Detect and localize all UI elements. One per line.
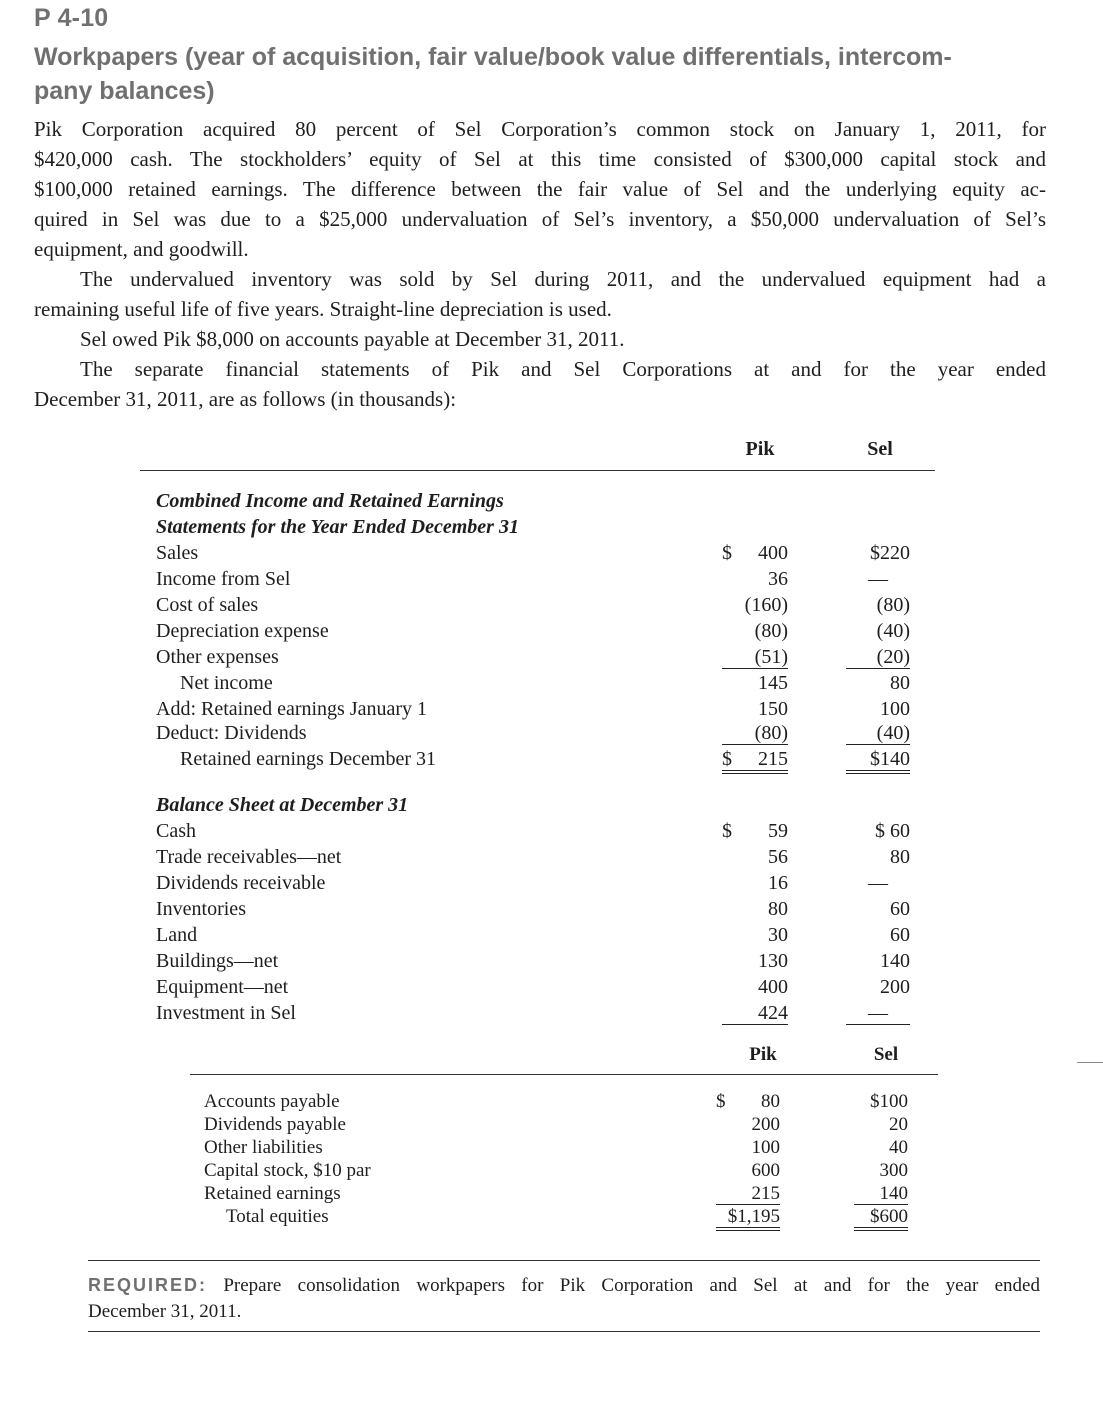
- row-label: Depreciation expense: [156, 620, 329, 642]
- table-row: [156, 592, 916, 618]
- row-label: Other expenses: [156, 646, 279, 668]
- sel-value: 300: [879, 1160, 908, 1181]
- table-row: [156, 1000, 916, 1026]
- required-text: Prepare consolidation workpapers for Pik Corporation and Sel at and for the year ended: [223, 1275, 1040, 1296]
- table-row: [156, 818, 916, 844]
- table-header-rule: [190, 1074, 938, 1075]
- required-label: REQUIRED:: [88, 1275, 208, 1295]
- sel-value: 100: [880, 698, 910, 720]
- table-row: [156, 566, 916, 592]
- table-row: [156, 974, 916, 1000]
- table-row: [204, 1113, 924, 1136]
- row-label: Sales: [156, 542, 199, 564]
- row-label: Dividends payable: [204, 1114, 346, 1135]
- paragraph-line: Pik Corporation acquired 80 percent of Sel Corporation’s common stock on January 1, 2011, for: [34, 117, 1046, 141]
- pik-value: (80): [722, 720, 788, 745]
- row-label: Retained earnings: [204, 1183, 341, 1204]
- row-label: Net income: [180, 672, 273, 694]
- section-title: [156, 514, 916, 540]
- row-label: Total equities: [226, 1206, 329, 1227]
- table-row: [204, 1182, 924, 1205]
- table-row: [156, 670, 916, 696]
- sel-value: (40): [876, 620, 910, 642]
- sel-value: 80: [890, 672, 910, 694]
- sel-value: $ 60: [875, 820, 910, 842]
- sel-value: —: [868, 872, 888, 894]
- paragraph-line: The undervalued inventory was sold by Sel during 2011, and the undervalued equipment had a: [80, 267, 1046, 291]
- paragraph-line: The separate financial statements of Pik and Sel Corporations at and for the year ended: [80, 357, 1046, 381]
- pik-value: $1,195: [716, 1205, 780, 1231]
- table-row: [156, 540, 916, 566]
- row-label: Trade receivables—net: [156, 846, 342, 868]
- table-row: [204, 1159, 924, 1182]
- sel-value: (20): [846, 644, 910, 669]
- row-label: Other liabilities: [204, 1137, 323, 1158]
- table-row: [156, 896, 916, 922]
- required-bottom-rule: [88, 1331, 1040, 1332]
- sel-value: 140: [854, 1182, 908, 1205]
- pik-value: [722, 540, 788, 564]
- sel-value: —: [868, 568, 888, 590]
- sel-value: 200: [880, 976, 910, 998]
- row-label: Cash: [156, 820, 196, 842]
- value: 59: [768, 820, 788, 842]
- sel-value: $220: [870, 542, 910, 564]
- table-row: [156, 922, 916, 948]
- sel-value: $140: [846, 746, 910, 774]
- row-label: Investment in Sel: [156, 1002, 296, 1024]
- pik-value: 16: [768, 872, 788, 894]
- sel-value: 60: [890, 898, 910, 920]
- pik-value: 145: [758, 672, 788, 694]
- pik-value: (51): [722, 644, 788, 669]
- table-header-rule: [140, 470, 935, 471]
- section-title-line: Combined Income and Retained Earnings: [156, 490, 504, 512]
- sel-value: $600: [854, 1205, 908, 1231]
- sel-value: 40: [889, 1137, 908, 1158]
- column-header-pik: Pik: [745, 438, 775, 460]
- pik-value: 36: [768, 568, 788, 590]
- row-label: Cost of sales: [156, 594, 259, 616]
- paragraph-line: quired in Sel was due to a $25,000 undervaluation of Sel’s inventory, a $50,000 undervaluation of Sel’s: [34, 207, 1046, 231]
- paragraph-line: Sel owed Pik $8,000 on accounts payable at December 31, 2011.: [80, 327, 625, 351]
- sel-value: —: [846, 1000, 910, 1025]
- pik-value: 215: [716, 1182, 780, 1205]
- row-label: Add: Retained earnings January 1: [156, 698, 428, 720]
- row-label: Buildings—net: [156, 950, 279, 972]
- pik-value: 400: [758, 976, 788, 998]
- pik-value: (160): [744, 594, 788, 616]
- pik-value: [716, 1090, 780, 1112]
- sel-value: 60: [890, 924, 910, 946]
- required-line: December 31, 2011.: [88, 1301, 242, 1322]
- dollar-sign: $: [716, 1091, 726, 1112]
- section-title-line: Statements for the Year Ended December 31: [156, 516, 519, 538]
- problem-title: [34, 40, 1064, 108]
- paragraph-line: equipment, and goodwill.: [34, 237, 249, 261]
- row-label: Capital stock, $10 par: [204, 1160, 371, 1181]
- column-header-pik: Pik: [749, 1044, 777, 1065]
- pik-value: 150: [758, 698, 788, 720]
- column-header-sel: Sel: [867, 438, 893, 460]
- row-label: Land: [156, 924, 198, 946]
- pik-value: 100: [751, 1137, 780, 1158]
- sel-value: 80: [890, 846, 910, 868]
- pik-value: 130: [758, 950, 788, 972]
- payable-paragraph: [34, 324, 1046, 354]
- row-label: Equipment—net: [156, 976, 289, 998]
- column-header-sel: Sel: [873, 1044, 899, 1065]
- paragraph-line: $420,000 cash. The stockholders’ equity of Sel at this time consisted of $300,000 capital stock and: [34, 147, 1046, 171]
- section-title: [156, 792, 916, 818]
- section-title-line: Balance Sheet at December 31: [156, 794, 409, 816]
- paragraph-line: remaining useful life of five years. Straight-line depreciation is used.: [34, 297, 612, 321]
- problem-title-line: pany balances): [34, 77, 215, 105]
- required-section: [88, 1272, 1040, 1325]
- statements-paragraph: [34, 354, 1046, 414]
- pik-value: 424: [722, 1000, 788, 1025]
- table-row: [156, 618, 916, 644]
- sel-value: (80): [876, 594, 910, 616]
- intro-paragraph: [34, 114, 1046, 264]
- table-row: [156, 746, 916, 772]
- row-label: Income from Sel: [156, 568, 291, 590]
- row-label: Accounts payable: [204, 1091, 340, 1112]
- inventory-paragraph: [34, 264, 1046, 324]
- pik-value: (80): [754, 620, 788, 642]
- pik-value: 200: [751, 1114, 780, 1135]
- table-row: [204, 1090, 924, 1113]
- pik-value: 80: [768, 898, 788, 920]
- table-row: [156, 720, 916, 746]
- dollar-sign: $: [722, 748, 732, 770]
- table-row: [204, 1205, 924, 1228]
- paragraph-line: $100,000 retained earnings. The difference between the fair value of Sel and the underlying equity ac-: [34, 177, 1046, 201]
- value: 400: [758, 542, 788, 564]
- row-label: Deduct: Dividends: [156, 722, 307, 744]
- table-row: [204, 1136, 924, 1159]
- dollar-sign: $: [722, 820, 732, 842]
- sel-value: 20: [889, 1114, 908, 1135]
- pik-value: 30: [768, 924, 788, 946]
- pik-value: 56: [768, 846, 788, 868]
- row-label: Retained earnings December 31: [180, 748, 437, 770]
- row-label: Dividends receivable: [156, 872, 326, 894]
- section-title: [156, 488, 916, 514]
- table-row: [156, 696, 916, 722]
- table-row: [156, 644, 916, 670]
- value: 215: [758, 748, 788, 770]
- sel-value: 140: [880, 950, 910, 972]
- table-row: [156, 948, 916, 974]
- table-row: [156, 870, 916, 896]
- table-row: [156, 844, 916, 870]
- value: 80: [761, 1091, 780, 1112]
- pik-value: [722, 818, 788, 842]
- paragraph-line: December 31, 2011, are as follows (in thousands):: [34, 387, 457, 411]
- sel-value: $100: [870, 1091, 908, 1112]
- required-top-rule: [88, 1260, 1040, 1261]
- row-label: Inventories: [156, 898, 246, 920]
- problem-number: P 4-10: [34, 4, 109, 32]
- margin-mark: [1077, 1062, 1103, 1063]
- pik-value: [722, 746, 788, 774]
- required-line: [88, 1272, 1040, 1299]
- problem-title-line: Workpapers (year of acquisition, fair value/book value differentials, intercom-: [34, 43, 952, 71]
- sel-value: (40): [846, 720, 910, 745]
- pik-value: 600: [751, 1160, 780, 1181]
- dollar-sign: $: [722, 542, 732, 564]
